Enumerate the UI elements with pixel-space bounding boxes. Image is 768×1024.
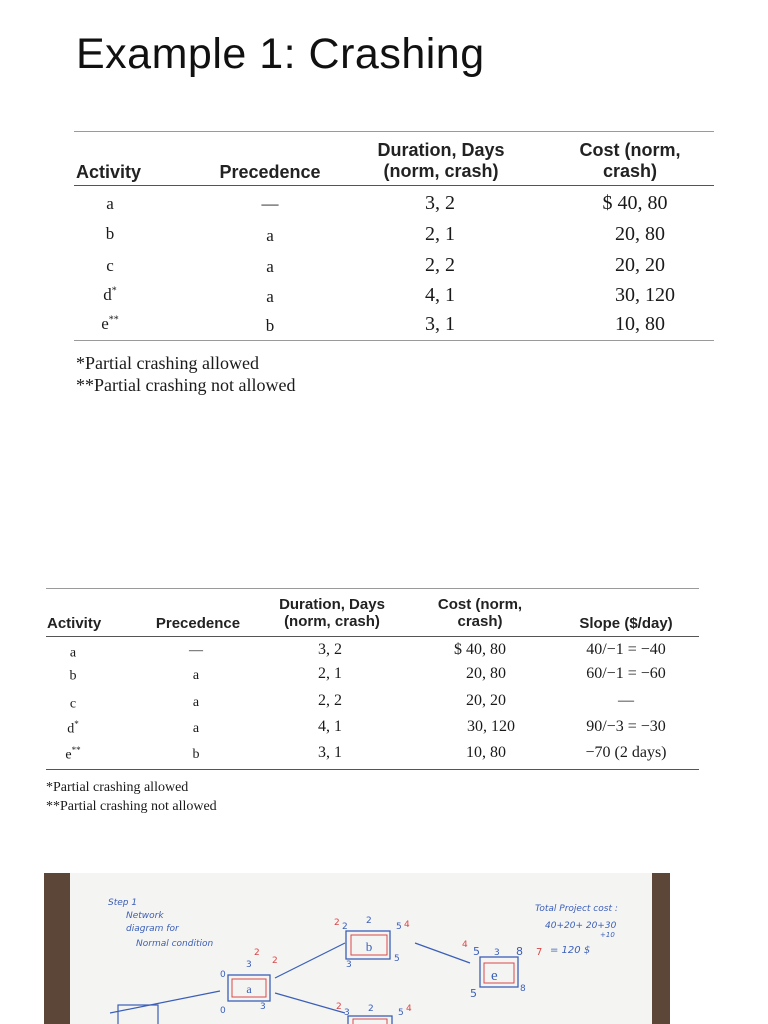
header-cost — [420, 596, 540, 631]
e-lf: 8 — [520, 984, 526, 994]
cell-slope: 90/−3 = −30 — [586, 718, 666, 735]
cell-activity: a — [106, 194, 114, 213]
table-note: *Partial crashing allowed — [76, 353, 259, 373]
c-red: 2 — [336, 1002, 342, 1012]
cell-duration: 2, 1 — [318, 665, 342, 682]
b-lf: 5 — [396, 922, 402, 932]
step-text-line: Normal condition — [136, 939, 214, 949]
cell-duration: 3, 2 — [318, 641, 342, 658]
e-ef: 8 — [516, 945, 523, 958]
node-c — [348, 1016, 392, 1024]
cell-precedence: — — [261, 194, 279, 213]
step-label: Step 1 — [108, 898, 138, 908]
a-ef: 3 — [260, 1002, 266, 1012]
header-duration-line1: Duration, Days — [377, 140, 505, 160]
b-red-left: 2 — [334, 918, 340, 928]
cell-precedence: a — [192, 668, 200, 683]
page-title: Example 1: Crashing — [76, 30, 485, 78]
cell-precedence: — — [189, 643, 203, 658]
cell-slope: 60/−1 = −60 — [586, 665, 666, 682]
header-cost — [560, 140, 700, 181]
b-es: 2 — [342, 922, 348, 932]
e-dur: 3 — [494, 948, 500, 958]
node-e — [480, 957, 518, 987]
cell-cost: 20, 80 — [466, 665, 506, 682]
cell-activity: b — [69, 668, 77, 684]
handwritten-network-diagram-photo — [44, 873, 670, 1024]
table-bottom-rule — [46, 769, 699, 770]
header-duration-line2: (norm, crash) — [383, 160, 499, 181]
cell-activity: b — [105, 224, 115, 243]
cell-cost: $ 40, 80 — [454, 641, 506, 658]
cell-activity: d* — [67, 719, 79, 737]
cell-precedence: a — [192, 721, 200, 736]
cell-cost: 30, 120 — [615, 284, 675, 306]
step-text-line: Network — [126, 911, 164, 921]
cell-precedence: a — [266, 257, 274, 276]
table-top-rule — [74, 131, 714, 132]
c-dur: 2 — [368, 1004, 374, 1014]
node-e-label: e — [491, 968, 498, 984]
a-es: 0 — [220, 970, 226, 980]
cell-cost: 20, 20 — [466, 692, 506, 709]
b-bottom-left: 3 — [346, 960, 352, 970]
table-header-rule — [46, 636, 699, 637]
table-top-rule — [46, 588, 699, 589]
table-header-rule — [74, 185, 714, 186]
table-bottom-rule — [74, 340, 714, 341]
b-bottom-right: 5 — [394, 954, 400, 964]
c-es: 3 — [344, 1008, 350, 1018]
cell-duration: 3, 1 — [318, 744, 342, 761]
e-es: 5 — [473, 945, 480, 958]
whiteboard-paper — [70, 873, 652, 1024]
cell-cost: 20, 20 — [615, 254, 665, 276]
cell-activity: e** — [101, 314, 119, 333]
cell-duration: 3, 1 — [425, 313, 455, 335]
arrow-start-a — [110, 991, 220, 1013]
b-ef: 4 — [404, 920, 410, 930]
arrow-a-b — [275, 943, 345, 978]
header-slope: Slope ($/day) — [579, 615, 673, 632]
header-cost-line1: Cost (norm, — [437, 596, 523, 613]
table-note: *Partial crashing allowed — [46, 780, 189, 795]
cell-precedence: a — [192, 695, 200, 710]
cell-duration: 2, 2 — [318, 692, 342, 709]
header-activity: Activity — [76, 162, 142, 182]
a-red2: 2 — [272, 956, 278, 966]
header-cost-line2: crash) — [457, 613, 503, 631]
step-text-line: diagram for — [126, 924, 179, 934]
node-b — [346, 931, 390, 959]
table-note: **Partial crashing not allowed — [46, 799, 217, 814]
cell-activity: e** — [65, 745, 81, 763]
cell-cost: $ 40, 80 — [602, 192, 668, 214]
c-red2: 4 — [406, 1004, 412, 1014]
total-cost-result: = 120 $ — [550, 945, 591, 956]
cell-precedence: a — [266, 287, 274, 306]
total-cost-sum-cont: +10 — [600, 931, 615, 939]
cell-slope: — — [618, 692, 634, 709]
cell-activity: a — [69, 645, 77, 661]
cell-cost: 30, 120 — [467, 718, 515, 735]
cell-slope: 40/−1 = −40 — [586, 641, 666, 658]
node-b-label: b — [365, 939, 373, 954]
cell-cost: 10, 80 — [615, 313, 665, 335]
a-red: 2 — [254, 948, 260, 958]
header-duration — [360, 140, 522, 181]
a-dur: 3 — [246, 960, 252, 970]
e-ls: 5 — [470, 987, 477, 1000]
cell-duration: 3, 2 — [425, 192, 455, 214]
header-precedence: Precedence — [219, 162, 321, 182]
cell-slope: −70 (2 days) — [585, 744, 667, 761]
cell-cost: 10, 80 — [466, 744, 506, 761]
cell-cost: 20, 80 — [615, 223, 665, 245]
cell-duration: 4, 1 — [318, 718, 342, 735]
network-diagram-sketch — [70, 873, 652, 1024]
total-cost-sum: 40+20+ 20+30 — [545, 921, 617, 931]
header-duration-line1: Duration, Days — [279, 596, 385, 613]
header-duration — [262, 596, 402, 631]
cell-activity: c — [106, 256, 114, 275]
c-ef: 5 — [398, 1008, 404, 1018]
cell-precedence: a — [266, 226, 274, 245]
table-note: **Partial crashing not allowed — [76, 375, 296, 395]
a-ls: 0 — [220, 1006, 226, 1016]
cell-duration: 2, 1 — [425, 223, 455, 245]
cell-duration: 2, 2 — [425, 254, 455, 276]
cell-precedence: b — [192, 747, 200, 762]
header-precedence: Precedence — [155, 615, 241, 632]
total-cost-label: Total Project cost : — [535, 904, 618, 914]
arrow-a-c — [275, 993, 345, 1013]
e-red-ef: 7 — [536, 947, 543, 958]
node-a-label: a — [246, 982, 252, 996]
header-cost-line2: crash) — [602, 160, 658, 181]
cell-activity: d* — [103, 285, 117, 304]
cell-precedence: b — [265, 316, 275, 335]
header-duration-line2: (norm, crash) — [284, 613, 380, 631]
b-dur: 2 — [366, 916, 372, 926]
header-activity: Activity — [47, 615, 102, 632]
cell-activity: c — [69, 696, 77, 712]
e-red-es: 4 — [462, 940, 468, 950]
node-a — [228, 975, 270, 1001]
header-cost-line1: Cost (norm, — [579, 140, 681, 160]
cell-duration: 4, 1 — [425, 284, 455, 306]
